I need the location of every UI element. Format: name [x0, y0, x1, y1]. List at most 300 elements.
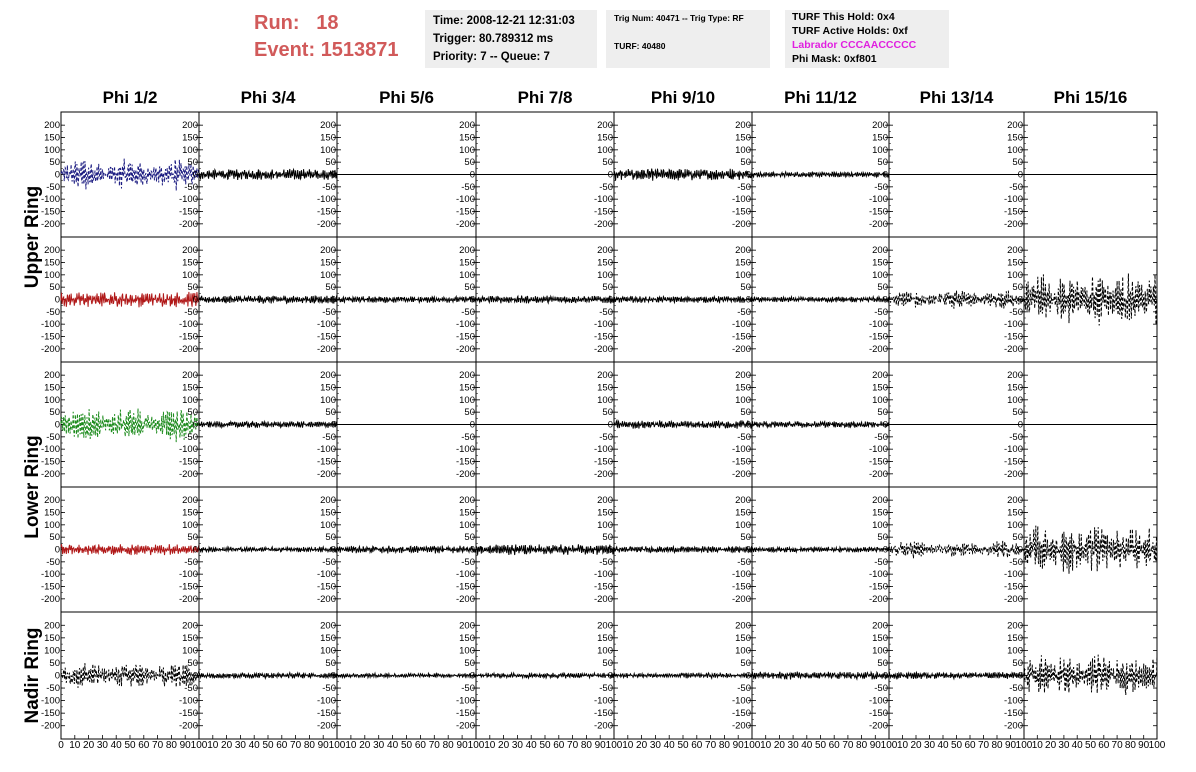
xtick-label: 60 — [964, 740, 976, 751]
ytick-label: -200 — [316, 468, 336, 480]
ytick-label: -100 — [868, 569, 888, 581]
xtick-label: 70 — [1111, 740, 1123, 751]
ytick-label: -150 — [593, 206, 613, 218]
xtick-label: 30 — [511, 740, 523, 751]
xtick-label: 30 — [373, 740, 385, 751]
xtick-label: 100 — [1148, 740, 1166, 751]
waveform-r4-c1 — [199, 673, 337, 679]
ytick-label: -150 — [40, 581, 60, 593]
ytick-label: 100 — [872, 144, 888, 156]
xtick-label: 10 — [760, 740, 772, 751]
labrador-text: Labrador CCCAACCCCC — [792, 39, 917, 51]
ytick-label: 100 — [320, 645, 336, 657]
ytick-label: -100 — [316, 194, 336, 206]
ytick-label: 0 — [1017, 294, 1023, 306]
ytick-label: 100 — [44, 269, 60, 281]
ytick-label: 150 — [182, 132, 198, 144]
ytick-label: 0 — [469, 169, 475, 181]
ytick-label: -100 — [40, 194, 60, 206]
ytick-label: -200 — [1003, 218, 1023, 230]
ytick-label: -50 — [461, 556, 475, 568]
ytick-label: -200 — [868, 343, 888, 355]
ytick-label: 200 — [44, 245, 60, 257]
ytick-label: -100 — [868, 194, 888, 206]
ytick-label: 0 — [54, 419, 60, 431]
ytick-label: 100 — [182, 144, 198, 156]
ytick-label: 100 — [597, 269, 613, 281]
ytick-label: 50 — [187, 157, 198, 169]
ytick-label: -200 — [178, 593, 198, 605]
ytick-label: 50 — [464, 657, 475, 669]
ytick-label: -100 — [731, 444, 751, 456]
ytick-label: 50 — [602, 282, 613, 294]
waveform-r1-c2 — [337, 296, 476, 303]
ytick-label: 200 — [597, 495, 613, 507]
xtick-label: 50 — [677, 740, 689, 751]
xtick-label: 40 — [1071, 740, 1083, 751]
ytick-label: 0 — [882, 294, 888, 306]
ring-label-2: Lower Ring — [22, 435, 43, 539]
ytick-label: -200 — [316, 720, 336, 732]
ytick-label: 100 — [459, 144, 475, 156]
ytick-label: -150 — [868, 206, 888, 218]
waveform-r3-c2 — [337, 546, 476, 554]
column-header-4: Phi 7/8 — [517, 88, 573, 107]
ytick-label: -100 — [178, 569, 198, 581]
ytick-label: -200 — [316, 218, 336, 230]
ytick-label: 50 — [877, 532, 888, 544]
ytick-label: -50 — [737, 306, 751, 318]
xtick-label: 50 — [124, 740, 136, 751]
ytick-label: 150 — [182, 257, 198, 269]
ytick-label: 50 — [325, 407, 336, 419]
ytick-label: -200 — [455, 218, 475, 230]
ytick-label: -200 — [731, 218, 751, 230]
ytick-label: -150 — [731, 456, 751, 468]
xtick-label: 10 — [896, 740, 909, 751]
waveform-r3-c1 — [199, 547, 337, 552]
ytick-label: -50 — [874, 683, 888, 695]
ytick-label: 0 — [1017, 419, 1023, 431]
ytick-label: 50 — [49, 407, 60, 419]
xtick-label: 50 — [539, 740, 551, 751]
xtick-label: 90 — [732, 740, 744, 751]
ytick-label: -200 — [593, 468, 613, 480]
ytick-label: 50 — [877, 657, 888, 669]
ytick-label: 100 — [872, 645, 888, 657]
ytick-label: -50 — [1009, 683, 1023, 695]
ytick-label: 100 — [597, 394, 613, 406]
ytick-label: 100 — [735, 144, 751, 156]
waveform-r2-c4 — [614, 420, 752, 428]
ytick-label: -200 — [40, 468, 60, 480]
xtick-label: 20 — [83, 740, 95, 751]
event-value: 1513871 — [320, 39, 399, 61]
ytick-label: -200 — [593, 720, 613, 732]
xtick-label: 20 — [359, 740, 371, 751]
ytick-label: 100 — [320, 394, 336, 406]
xtick-label: 80 — [718, 740, 730, 751]
ytick-label: 200 — [597, 245, 613, 257]
xtick-label: 90 — [1004, 740, 1017, 751]
xtick-label: 70 — [842, 740, 854, 751]
ytick-label: -50 — [599, 556, 613, 568]
ytick-label: -50 — [461, 181, 475, 193]
ytick-label: -100 — [1003, 194, 1023, 206]
ytick-label: 100 — [1007, 144, 1023, 156]
ytick-label: -100 — [731, 319, 751, 331]
ytick-label: 0 — [330, 544, 336, 556]
ytick-label: -150 — [178, 206, 198, 218]
xtick-label: 30 — [787, 740, 799, 751]
ytick-label: 0 — [330, 169, 336, 181]
ytick-label: -150 — [593, 456, 613, 468]
ytick-label: -150 — [40, 708, 60, 720]
ytick-label: 150 — [320, 382, 336, 394]
ytick-label: 50 — [740, 532, 751, 544]
ytick-label: -150 — [1003, 708, 1023, 720]
xtick-label: 100 — [190, 740, 208, 751]
ytick-label: -200 — [1003, 343, 1023, 355]
ytick-label: 200 — [44, 370, 60, 382]
ytick-label: 50 — [602, 657, 613, 669]
xtick-label: 50 — [950, 740, 963, 751]
ytick-label: 200 — [597, 370, 613, 382]
ytick-label: 200 — [320, 120, 336, 132]
ytick-label: 0 — [54, 670, 60, 682]
ytick-label: -150 — [593, 581, 613, 593]
ytick-label: 100 — [459, 394, 475, 406]
ytick-label: -200 — [731, 720, 751, 732]
ytick-label: 200 — [1007, 120, 1023, 132]
ytick-label: -50 — [599, 431, 613, 443]
waveform-r4-c7 — [1024, 655, 1157, 695]
xtick-label: 40 — [387, 740, 399, 751]
ytick-label: 200 — [459, 495, 475, 507]
ytick-label: 50 — [1012, 407, 1023, 419]
ytick-label: 100 — [182, 519, 198, 531]
xtick-label: 40 — [663, 740, 675, 751]
xtick-label: 10 — [207, 740, 219, 751]
ytick-label: 150 — [44, 382, 60, 394]
ytick-label: -50 — [874, 181, 888, 193]
ytick-label: -50 — [184, 306, 198, 318]
xtick-label: 30 — [234, 740, 246, 751]
waveform-r4-c0 — [61, 663, 199, 688]
xtick-label: 40 — [937, 740, 949, 751]
ytick-label: 200 — [1007, 620, 1023, 632]
ytick-label: 0 — [745, 670, 751, 682]
xtick-label: 30 — [1058, 740, 1070, 751]
xtick-label: 90 — [317, 740, 329, 751]
ytick-label: 50 — [1012, 532, 1023, 544]
ytick-label: -50 — [461, 431, 475, 443]
ytick-label: -200 — [1003, 593, 1023, 605]
ytick-label: 0 — [745, 544, 751, 556]
ytick-label: -50 — [184, 556, 198, 568]
ytick-label: 150 — [1007, 507, 1023, 519]
trigger-text: Trigger: 80.789312 ms — [433, 33, 554, 45]
xtick-label: 40 — [110, 740, 122, 751]
ytick-label: 200 — [320, 620, 336, 632]
ytick-label: 150 — [735, 132, 751, 144]
xtick-label: 20 — [1045, 740, 1057, 751]
ytick-label: 100 — [44, 394, 60, 406]
xtick-label: 20 — [636, 740, 648, 751]
ytick-label: -100 — [40, 695, 60, 707]
ytick-label: 100 — [735, 269, 751, 281]
ytick-label: 100 — [735, 519, 751, 531]
ytick-label: -100 — [868, 319, 888, 331]
ytick-label: 150 — [597, 382, 613, 394]
ytick-label: 100 — [1007, 645, 1023, 657]
phi-mask-text: Phi Mask: 0xf801 — [792, 53, 877, 65]
ytick-label: -100 — [1003, 569, 1023, 581]
ytick-label: -50 — [46, 683, 60, 695]
ytick-label: -150 — [593, 331, 613, 343]
ytick-label: 150 — [1007, 382, 1023, 394]
waveform-r3-c6 — [889, 541, 1024, 559]
ytick-label: 0 — [882, 544, 888, 556]
ytick-label: 150 — [182, 382, 198, 394]
ytick-label: 50 — [877, 282, 888, 294]
ytick-label: 100 — [597, 645, 613, 657]
ytick-label: 150 — [459, 507, 475, 519]
xtick-label: 80 — [165, 740, 177, 751]
ytick-label: -200 — [731, 593, 751, 605]
ytick-label: 200 — [872, 120, 888, 132]
ytick-label: 50 — [1012, 282, 1023, 294]
ytick-label: -50 — [322, 556, 336, 568]
ytick-label: 200 — [182, 245, 198, 257]
ytick-label: 200 — [459, 370, 475, 382]
ytick-label: -200 — [178, 468, 198, 480]
ytick-label: 150 — [1007, 132, 1023, 144]
ytick-label: 150 — [735, 632, 751, 644]
event-label: Event: — [254, 39, 316, 61]
ytick-label: -150 — [455, 581, 475, 593]
waveform-r1-c1 — [199, 296, 337, 304]
ytick-label: 150 — [872, 257, 888, 269]
ytick-label: -150 — [40, 331, 60, 343]
ytick-label: 0 — [745, 294, 751, 306]
xtick-label: 0 — [58, 740, 64, 751]
ytick-label: 50 — [325, 657, 336, 669]
xtick-label: 60 — [553, 740, 565, 751]
ytick-label: 100 — [320, 269, 336, 281]
waveform-r1-c6 — [889, 291, 1024, 309]
ytick-label: -50 — [461, 683, 475, 695]
xtick-label: 20 — [773, 740, 785, 751]
ytick-label: 0 — [607, 670, 613, 682]
ytick-label: 150 — [1007, 257, 1023, 269]
waveform-r3-c3 — [476, 544, 614, 555]
ytick-label: -50 — [46, 556, 60, 568]
ytick-label: -100 — [593, 444, 613, 456]
ytick-label: 0 — [54, 544, 60, 556]
ytick-label: 200 — [735, 620, 751, 632]
ytick-label: 0 — [607, 544, 613, 556]
xtick-label: 80 — [856, 740, 868, 751]
ytick-label: -100 — [455, 569, 475, 581]
ytick-label: 100 — [182, 645, 198, 657]
xtick-label: 100 — [328, 740, 346, 751]
ytick-label: 150 — [597, 132, 613, 144]
ytick-label: 100 — [1007, 394, 1023, 406]
waveform-r3-c7 — [1024, 526, 1157, 574]
xtick-label: 70 — [428, 740, 440, 751]
waveform-r3-c0 — [61, 544, 199, 555]
turf-this-hold-text: TURF This Hold: 0x4 — [792, 11, 895, 23]
ytick-label: 150 — [597, 632, 613, 644]
ytick-label: -100 — [1003, 319, 1023, 331]
column-header-7: Phi 13/14 — [919, 88, 994, 107]
xtick-label: 90 — [179, 740, 191, 751]
ytick-label: 0 — [607, 294, 613, 306]
ytick-label: 50 — [1012, 157, 1023, 169]
ytick-label: -50 — [322, 306, 336, 318]
ytick-label: 0 — [330, 670, 336, 682]
xtick-label: 100 — [1015, 740, 1033, 751]
ytick-label: 0 — [1017, 544, 1023, 556]
xtick-label: 10 — [1031, 740, 1043, 751]
ytick-label: 150 — [459, 382, 475, 394]
ytick-label: -200 — [868, 218, 888, 230]
ytick-label: -50 — [1009, 306, 1023, 318]
ytick-label: 50 — [877, 157, 888, 169]
ytick-label: 200 — [735, 370, 751, 382]
ytick-label: -100 — [593, 319, 613, 331]
ytick-label: -150 — [40, 456, 60, 468]
ytick-label: -50 — [322, 683, 336, 695]
xtick-label: 50 — [814, 740, 827, 751]
ytick-label: 50 — [1012, 657, 1023, 669]
ytick-label: 150 — [735, 257, 751, 269]
xtick-label: 60 — [828, 740, 840, 751]
ytick-label: 200 — [320, 370, 336, 382]
ytick-label: -50 — [461, 306, 475, 318]
ytick-label: -200 — [316, 343, 336, 355]
ytick-label: -50 — [599, 683, 613, 695]
ytick-label: -150 — [316, 206, 336, 218]
ytick-label: 0 — [882, 670, 888, 682]
ytick-label: 200 — [597, 620, 613, 632]
ytick-label: -100 — [868, 444, 888, 456]
ytick-label: 200 — [872, 245, 888, 257]
column-header-8: Phi 15/16 — [1053, 88, 1128, 107]
ytick-label: 50 — [877, 407, 888, 419]
xtick-label: 80 — [1124, 740, 1136, 751]
ytick-label: 0 — [469, 670, 475, 682]
ytick-label: -200 — [731, 468, 751, 480]
ytick-label: -50 — [874, 306, 888, 318]
ytick-label: 0 — [54, 169, 60, 181]
xtick-label: 30 — [96, 740, 108, 751]
ytick-label: -50 — [322, 431, 336, 443]
ytick-label: -100 — [455, 695, 475, 707]
ytick-label: 200 — [182, 370, 198, 382]
waveform-r0-c1 — [199, 169, 337, 180]
ytick-label: -100 — [731, 194, 751, 206]
ytick-label: -100 — [316, 444, 336, 456]
turf-text: TURF: 40480 — [614, 41, 666, 51]
ytick-label: -200 — [868, 593, 888, 605]
ytick-label: -50 — [1009, 556, 1023, 568]
ytick-label: -100 — [40, 444, 60, 456]
waveform-r0-c4 — [614, 169, 752, 181]
ytick-label: 150 — [872, 382, 888, 394]
xtick-label: 40 — [525, 740, 537, 751]
ytick-label: 50 — [187, 532, 198, 544]
ytick-label: 50 — [740, 657, 751, 669]
ytick-label: -200 — [178, 343, 198, 355]
ytick-label: 0 — [745, 169, 751, 181]
ytick-label: -200 — [316, 593, 336, 605]
ytick-label: 200 — [872, 370, 888, 382]
ytick-label: 150 — [872, 507, 888, 519]
ytick-label: -100 — [178, 444, 198, 456]
xtick-label: 40 — [801, 740, 813, 751]
ytick-label: 150 — [320, 132, 336, 144]
ytick-label: -200 — [731, 343, 751, 355]
xtick-label: 50 — [262, 740, 274, 751]
ytick-label: -100 — [731, 695, 751, 707]
xtick-label: 40 — [248, 740, 260, 751]
xtick-label: 80 — [442, 740, 454, 751]
ytick-label: 200 — [735, 245, 751, 257]
waveform-r0-c0 — [61, 159, 199, 191]
ytick-label: -100 — [868, 695, 888, 707]
ytick-label: 150 — [459, 132, 475, 144]
ytick-label: 50 — [325, 532, 336, 544]
ytick-label: 150 — [459, 257, 475, 269]
ytick-label: 200 — [1007, 495, 1023, 507]
xtick-label: 60 — [1098, 740, 1110, 751]
ytick-label: 0 — [607, 419, 613, 431]
ytick-label: -150 — [1003, 331, 1023, 343]
ytick-label: -150 — [868, 581, 888, 593]
ytick-label: -200 — [40, 343, 60, 355]
ytick-label: -100 — [455, 194, 475, 206]
column-header-2: Phi 3/4 — [240, 88, 296, 107]
ytick-label: -150 — [40, 206, 60, 218]
ytick-label: -100 — [1003, 695, 1023, 707]
xtick-label: 70 — [152, 740, 164, 751]
ytick-label: -150 — [731, 581, 751, 593]
ytick-label: -100 — [40, 569, 60, 581]
ytick-label: 150 — [459, 632, 475, 644]
ytick-label: 150 — [320, 257, 336, 269]
xtick-label: 90 — [594, 740, 606, 751]
ytick-label: -100 — [593, 695, 613, 707]
column-header-1: Phi 1/2 — [102, 88, 158, 107]
ytick-label: 50 — [464, 407, 475, 419]
xtick-label: 60 — [276, 740, 288, 751]
waveform-r3-c5 — [752, 547, 889, 553]
ytick-label: 100 — [459, 269, 475, 281]
ytick-label: 0 — [330, 294, 336, 306]
priority-text: Priority: 7 -- Queue: 7 — [433, 51, 550, 63]
ytick-label: -50 — [737, 181, 751, 193]
ytick-label: -150 — [455, 206, 475, 218]
ytick-label: 0 — [54, 294, 60, 306]
ytick-label: -200 — [593, 218, 613, 230]
ytick-label: -150 — [593, 708, 613, 720]
ytick-label: 200 — [459, 120, 475, 132]
ytick-label: 0 — [882, 419, 888, 431]
ytick-label: -100 — [593, 194, 613, 206]
waveform-r0-c5 — [752, 172, 889, 177]
